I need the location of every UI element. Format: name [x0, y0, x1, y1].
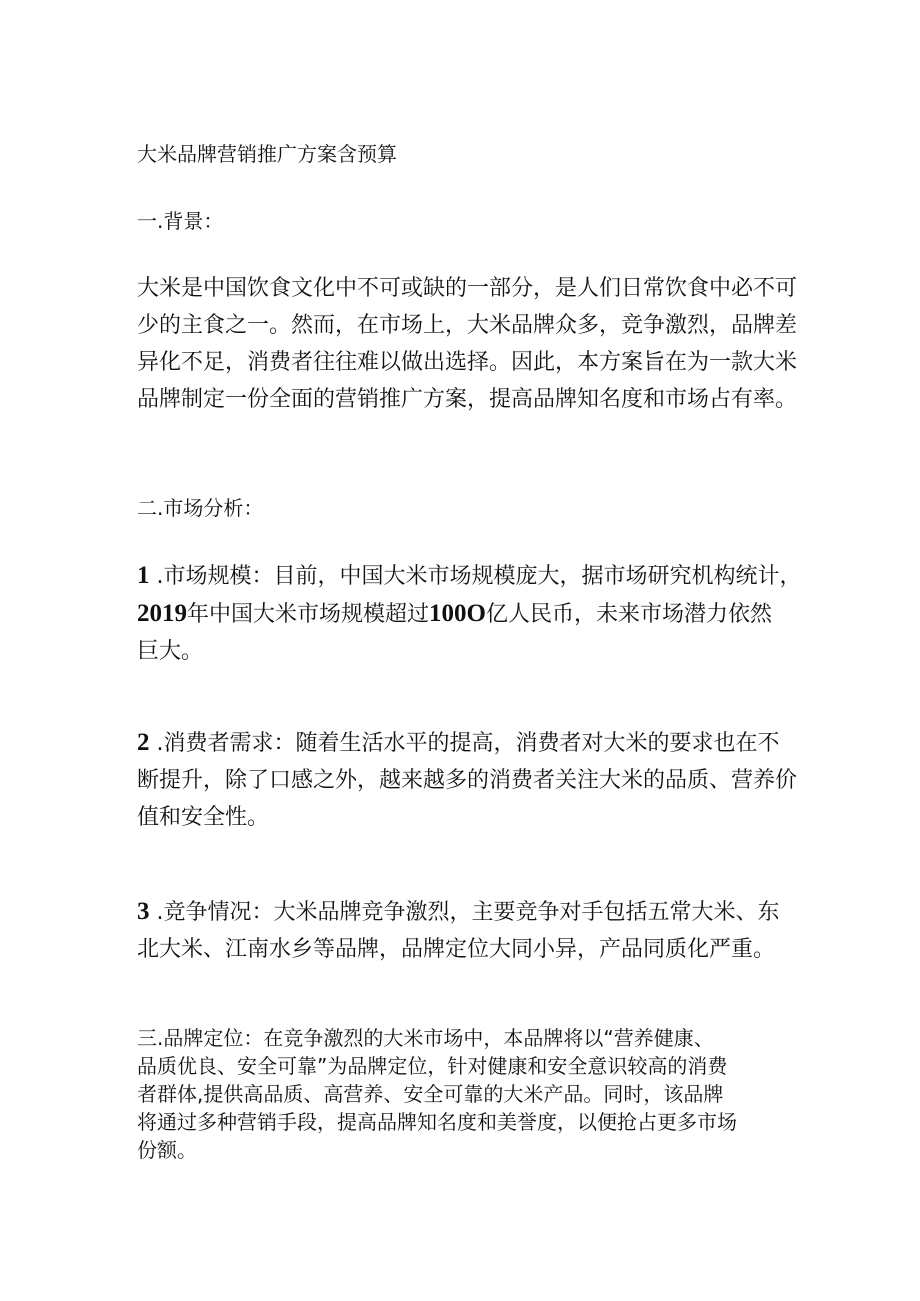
amount-number: 100O [429, 600, 486, 627]
paragraph-line: 北大米、江南水乡等品牌，品牌定位大同小异，产品同质化严重。 [137, 937, 776, 962]
paragraph-line [137, 893, 797, 931]
section-heading-market-analysis: 二.市场分析： [137, 496, 264, 520]
document-title: 大米品牌营销推广方案含预算 [137, 142, 397, 166]
paragraph-line: 者群体,提供高品质、高营养、安全可靠的大米产品。同时，该品牌 [137, 1082, 724, 1106]
competition-paragraph [137, 893, 797, 968]
item-text: 亿人民币，未来市场潜力依然 [485, 602, 772, 627]
paragraph-line [137, 724, 797, 762]
paragraph-line: 三.品牌定位：在竞争激烈的大米市场中，本品牌将以“营养健康、 [137, 1026, 714, 1050]
market-size-paragraph [137, 557, 802, 670]
paragraph-line: 品牌制定一份全面的营销推广方案，提高品牌知名度和市场占有率。 [137, 387, 798, 412]
paragraph-line: 值和安全性。 [137, 805, 270, 830]
consumer-demand-paragraph [137, 724, 797, 836]
item-text: .市场规模：目前，中国大米市场规模庞大，据市场研究机构统计， [156, 564, 802, 589]
paragraph-line: 少的主食之一。然而，在市场上，大米品牌众多，竞争激烈，品牌差 [137, 313, 798, 338]
item-number: 1 [137, 562, 150, 589]
item-number: 2 [137, 729, 150, 756]
item-text: .竞争情况：大米品牌竞争激烈，主要竞争对手包括五常大米、东 [156, 900, 780, 925]
item-number: 3 [137, 898, 150, 925]
item-text: 年中国大米市场规模超过 [187, 602, 430, 627]
year-number: 2019 [137, 600, 187, 627]
item-text: .消费者需求：随着生活水平的提高，消费者对大米的要求也在不 [156, 731, 780, 756]
section-heading-background: 一.背景： [137, 209, 224, 233]
paragraph-line: 将通过多种营销手段，提高品牌知名度和美誉度，以便抢占更多市场 [137, 1110, 737, 1134]
paragraph-line: 异化不足，消费者往往难以做出选择。因此，本方案旨在为一款大米 [137, 350, 798, 375]
brand-positioning-paragraph [137, 1024, 797, 1164]
paragraph-line: 断提升，除了口感之外，越来越多的消费者关注大米的品质、营养价 [137, 768, 798, 793]
paragraph-line: 份额。 [137, 1138, 197, 1162]
paragraph-line [137, 595, 797, 633]
paragraph-line: 大米是中国饮食文化中不可或缺的一部分，是人们日常饮食中必不可 [137, 276, 798, 301]
paragraph-line: 品质优良、安全可靠”为品牌定位，针对健康和安全意识较高的消费 [137, 1054, 728, 1078]
paragraph-line: 巨大。 [137, 639, 204, 664]
paragraph-line [137, 557, 802, 595]
background-paragraph [137, 270, 797, 418]
